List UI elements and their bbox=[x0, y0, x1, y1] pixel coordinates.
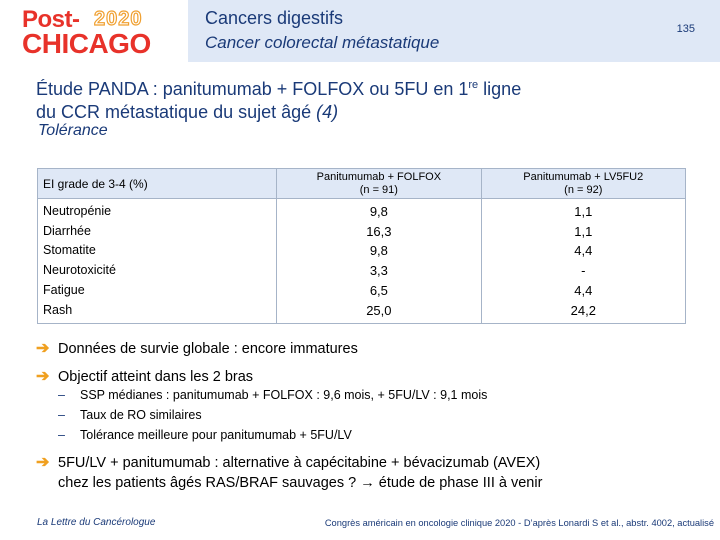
cell-value: 3,3 bbox=[369, 263, 388, 279]
footer-source: Congrès américain en oncologie clinique 2020 - D’après Lonardi S et al., abstr. 4002, actualisé bbox=[324, 518, 714, 528]
table-header-row bbox=[38, 169, 686, 199]
title-line1-end: ligne bbox=[478, 79, 522, 99]
column-n: (n = 92) bbox=[564, 183, 603, 196]
bullet-survival bbox=[36, 338, 358, 358]
sub-bullet bbox=[58, 408, 202, 422]
dash-bullet-icon: – bbox=[58, 388, 65, 402]
row-label: Neurotoxicité bbox=[43, 263, 116, 278]
sub-bullet-text: SSP médianes : panitumumab + FOLFOX : 9,6 mois, + 5FU/LV : 9,1 mois bbox=[80, 388, 488, 402]
column-name: Panitumumab + LV5FU2 bbox=[523, 170, 644, 183]
row-label: Fatigue bbox=[43, 282, 85, 297]
header-subtitle: Cancer colorectal métastatique bbox=[205, 33, 440, 52]
cell-value: 1,1 bbox=[574, 204, 593, 219]
bullet-text: Objectif atteint dans les 2 bras bbox=[58, 369, 254, 385]
sub-bullet-text: Taux de RO similaires bbox=[80, 408, 202, 422]
cell-value: 9,8 bbox=[369, 204, 388, 219]
sub-bullet-text: Tolérance meilleure pour panitumumab + 5FU/LV bbox=[80, 428, 352, 442]
cell-value: 16,3 bbox=[366, 223, 392, 239]
column-n: (n = 91) bbox=[359, 183, 398, 196]
section-heading: Tolérance bbox=[38, 122, 108, 139]
arrow-bullet-icon: ➔ bbox=[36, 368, 50, 385]
title-reference: (4) bbox=[316, 102, 339, 122]
lv5fu2-values bbox=[481, 199, 685, 324]
adverse-event-labels bbox=[38, 199, 277, 324]
cell-value: 1,1 bbox=[574, 223, 593, 239]
sub-bullet bbox=[58, 388, 487, 402]
header-title: Cancers digestifs bbox=[205, 8, 344, 28]
dash-bullet-icon: – bbox=[58, 408, 65, 422]
column-header-folfox bbox=[277, 169, 481, 199]
bullet-text: 5FU/LV + panitumumab : alternative à capécitabine + bévacizumab (AVEX) bbox=[58, 455, 541, 471]
sub-bullet bbox=[58, 428, 352, 442]
cell-value: 4,4 bbox=[574, 282, 593, 298]
column-name: Panitumumab + FOLFOX bbox=[316, 170, 442, 183]
title-superscript: re bbox=[468, 79, 479, 91]
dash-bullet-icon: – bbox=[58, 428, 65, 442]
cell-value: 6,5 bbox=[369, 282, 388, 298]
row-label: Rash bbox=[43, 302, 73, 317]
cell-value: 25,0 bbox=[366, 302, 392, 318]
bullet-text-continued: chez les patients âgés RAS/BRAF sauvages ? → étude de phase III à venir bbox=[58, 475, 543, 491]
bullet-conclusion bbox=[36, 453, 676, 493]
slide-title bbox=[36, 74, 686, 124]
logo-year-text: 2020 bbox=[94, 8, 143, 30]
arrow-bullet-icon: ➔ bbox=[36, 454, 50, 471]
row-label: Stomatite bbox=[43, 243, 96, 258]
folfox-values bbox=[277, 199, 481, 324]
cell-value: 9,8 bbox=[369, 243, 388, 259]
logo-post-text: Post- bbox=[22, 6, 80, 33]
footer-journal: La Lettre du Cancérologue bbox=[37, 517, 156, 528]
column-header-lv5fu2 bbox=[481, 169, 685, 199]
table-body-row bbox=[38, 199, 686, 324]
row-label: Neutropénie bbox=[43, 204, 112, 218]
logo-city-text: CHICAGO bbox=[22, 28, 151, 59]
page-number: 135 bbox=[676, 23, 695, 35]
table-header-label: EI grade de 3-4 (%) bbox=[38, 169, 277, 199]
title-line1-text: Étude PANDA : panitumumab + FOLFOX ou 5FU en 1 bbox=[36, 79, 469, 99]
arrow-bullet-icon: ➔ bbox=[36, 340, 50, 357]
post-chicago-logo bbox=[22, 6, 172, 58]
cell-value: 24,2 bbox=[570, 302, 596, 318]
tolerance-table bbox=[37, 168, 686, 324]
cell-value: - bbox=[581, 263, 586, 279]
title-line2-text: du CCR métastatique du sujet âgé bbox=[36, 102, 317, 122]
bullet-objective bbox=[36, 366, 253, 386]
cell-value: 4,4 bbox=[574, 243, 593, 259]
row-label: Diarrhée bbox=[43, 223, 91, 238]
bullet-text: Données de survie globale : encore immatures bbox=[58, 341, 358, 357]
